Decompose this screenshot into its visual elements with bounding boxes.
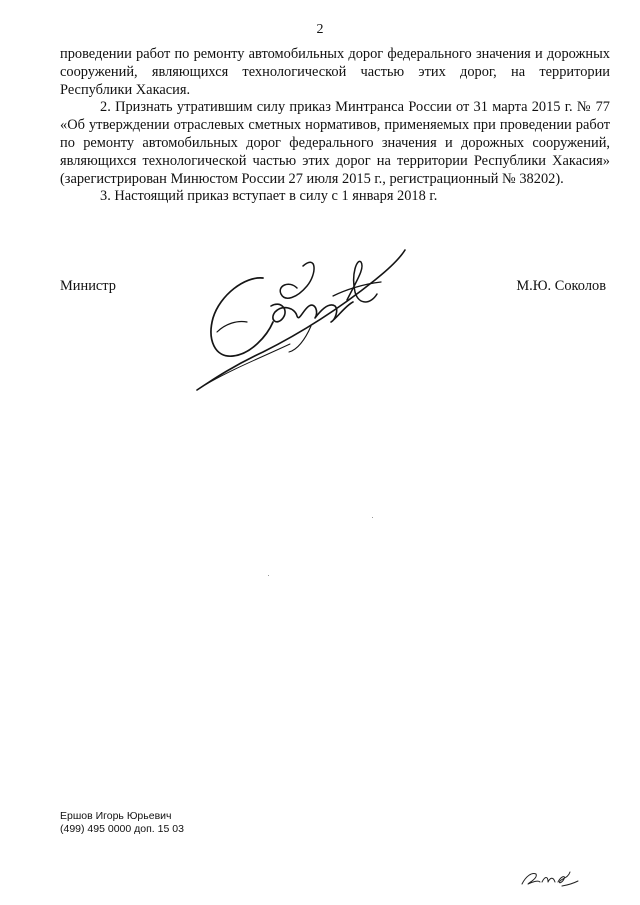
document-body (60, 46, 610, 206)
page-number: 2 (316, 22, 324, 37)
handwritten-signature (185, 240, 415, 405)
signatory-name: М.Ю. Соколов (516, 278, 606, 294)
paragraph-item-2: 2. Признать утратившим силу приказ Минтранса России от 31 марта 2015 г. № 77 «Об утверждении отраслевых сметных нормативов, применяемых при проведении работ по ремонту автомобильных дорог федерального значения и дорожных сооружений, являющихся технологической частью этих дорог на территории Республики Хакасия» (зарегистрирован Минюстом России 27 июля 2015 г., регистрационный № 38202). (60, 99, 610, 187)
scan-speck (268, 575, 269, 576)
scan-speck (372, 517, 373, 518)
handwritten-initials (518, 866, 580, 890)
paragraph-item-3: 3. Настоящий приказ вступает в силу с 1 января 2018 г. (100, 188, 438, 205)
executor-block (60, 810, 184, 835)
executor-name: Ершов Игорь Юрьевич (60, 810, 172, 822)
paragraph-continuation: проведении работ по ремонту автомобильных дорог федерального значения и дорожных сооружений, являющихся технологической частью этих дорог, на территории Республики Хакасия. (60, 46, 610, 98)
signatory-title: Министр (60, 278, 116, 294)
executor-phone: (499) 495 0000 доп. 15 03 (60, 822, 184, 835)
